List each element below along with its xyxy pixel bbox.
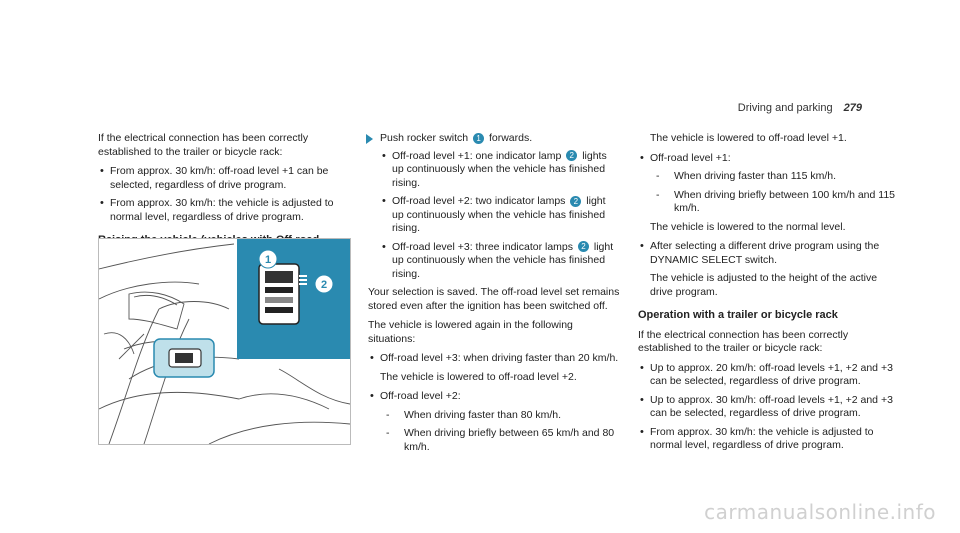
page-number: 279	[843, 102, 862, 114]
item-text-end: lights up continuously when the vehicle has finished rising.	[392, 149, 607, 189]
lowered-note: The vehicle is lowered to off-road level +1.	[650, 132, 847, 144]
item-text-end: light up continuously when the vehicle has finished rising.	[392, 195, 606, 234]
item-text-end: light up continuously when the vehicle has finished rising.	[392, 240, 614, 280]
instruction-step	[368, 132, 620, 146]
list-item: • From approx. 30 km/h: the vehicle is adjusted to normal level, regardless of drive program.	[98, 197, 353, 224]
list-item	[380, 150, 620, 191]
list-item: • Off-road level +1:	[638, 152, 896, 166]
step-text-end: forwards.	[488, 132, 533, 144]
item-text: Off-road level +1: one indicator lamp	[392, 149, 562, 162]
callout-2-badge: 2	[578, 241, 589, 252]
list-item: • From approx. 30 km/h: off-road level +1 can be selected, regardless of drive program.	[98, 165, 353, 192]
list-item: • Off-road level +2:	[368, 390, 620, 404]
watermark: carmanualsonline.info	[704, 499, 936, 524]
page-header	[738, 102, 862, 116]
step-text: Push rocker switch	[380, 132, 469, 144]
level3-note: The vehicle is lowered to off-road level +2.	[380, 370, 577, 383]
console-drawing	[99, 239, 350, 444]
trailer-intro: If the electrical connection has been correctly established to the trailer or bicycle rack:	[98, 132, 309, 158]
column-right	[638, 132, 896, 458]
callout-1-badge: 1	[473, 133, 484, 144]
section-title: Driving and parking	[737, 102, 833, 114]
callout-1-label: 1	[264, 254, 272, 266]
callout-2-label: 2	[320, 279, 328, 291]
normal-note: The vehicle is lowered to the normal level.	[650, 220, 846, 233]
item-text: Off-road level +3: three indicator lamps	[392, 240, 574, 253]
sub-item: - When driving faster than 115 km/h.	[650, 170, 896, 184]
adjusted-note: The vehicle is adjusted to the height of the active drive program.	[650, 272, 878, 298]
step-arrow-icon	[366, 134, 373, 144]
column-middle	[368, 132, 620, 459]
callout-2-badge: 2	[570, 196, 581, 207]
list-item: • Up to approx. 20 km/h: off-road levels +1, +2 and +3 can be selected, regardless of drive program.	[638, 362, 896, 389]
trailer-intro: If the electrical connection has been correctly established to the trailer or bicycle rack:	[638, 328, 849, 354]
section-heading-trailer: Operation with a trailer or bicycle rack	[638, 309, 838, 321]
list-item	[380, 195, 620, 236]
sub-item: - When driving faster than 80 km/h.	[380, 409, 620, 423]
list-item: • After selecting a different drive program using the DYNAMIC SELECT switch.	[638, 240, 896, 267]
list-item: • Up to approx. 30 km/h: off-road levels +1, +2 and +3 can be selected, regardless of drive program.	[638, 394, 896, 421]
sub-item: - When driving briefly between 65 km/h and 80 km/h.	[380, 427, 620, 454]
list-item: • Off-road level +3: when driving faster than 20 km/h.	[368, 352, 620, 366]
list-item: • From approx. 30 km/h: the vehicle is adjusted to normal level, regardless of drive program.	[638, 426, 896, 453]
callout-2-badge: 2	[566, 150, 577, 161]
lowered-intro: The vehicle is lowered again in the following situations:	[368, 319, 573, 345]
rocker-switch-illustration	[98, 238, 351, 445]
sub-item: - When driving briefly between 100 km/h and 115 km/h.	[650, 189, 896, 216]
list-item	[380, 241, 620, 282]
item-text: Off-road level +2: two indicator lamps	[392, 195, 566, 207]
saved-note: Your selection is saved. The off-road level set remains stored even after the ignition has been switched off.	[368, 286, 620, 312]
